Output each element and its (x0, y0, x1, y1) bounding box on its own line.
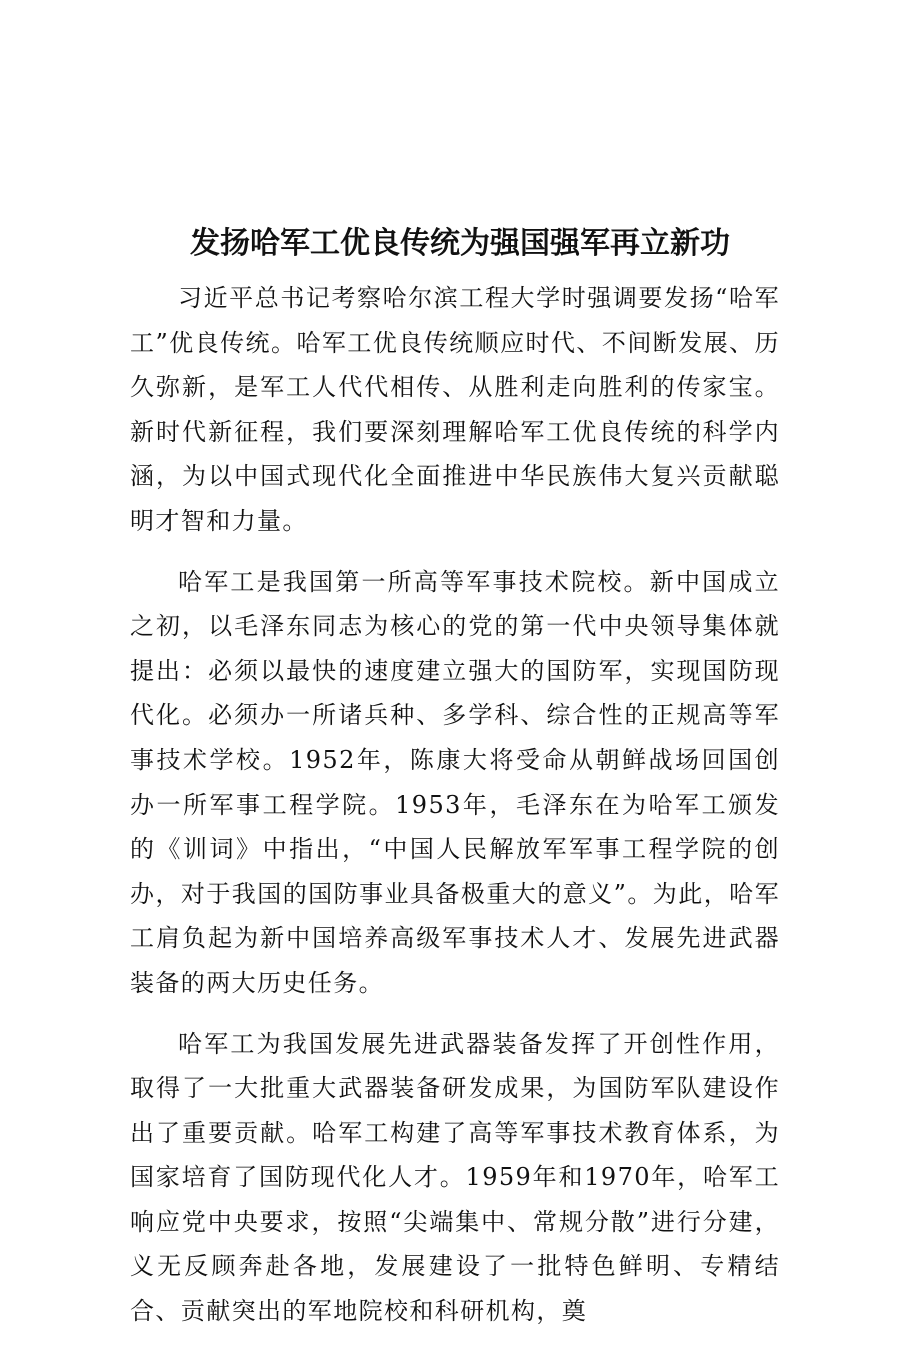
paragraph: 哈军工是我国第一所高等军事技术院校。新中国成立之初，以毛泽东同志为核心的党的第一代中央领导集体就提出：必须以最快的速度建立强大的国防军，实现国防现代化。必须办一所诸兵种、多学科、综合性的正规高等军事技术学校。1952年，陈康大将受命从朝鲜战场回国创办一所军事工程学院。1953年，毛泽东在为哈军工颁发的《训词》中指出，“中国人民解放军军事工程学院的创办，对于我国的国防事业具备极重大的意义”。为此，哈军工肩负起为新中国培养高级军事技术人才、发展先进武器装备的两大历史任务。 (130, 567, 780, 997)
paragraph: 哈军工为我国发展先进武器装备发挥了开创性作用，取得了一大批重大武器装备研发成果，为国防军队建设作出了重要贡献。哈军工构建了高等军事技术教育体系，为国家培育了国防现代化人才。1959年和1970年，哈军工响应党中央要求，按照“尖端集中、常规分散”进行分建，义无反顾奔赴各地，发展建设了一批特色鲜明、专精结合、贡献突出的军地院校和科研机构，奠 (130, 1029, 780, 1326)
article-body (130, 276, 780, 1350)
paragraph: 习近平总书记考察哈尔滨工程大学时强调要发扬“哈军工”优良传统。哈军工优良传统顺应时代、不间断发展、历久弥新，是军工人代代相传、从胜利走向胜利的传家宝。新时代新征程，我们要深刻理解哈军工优良传统的科学内涵，为以中国式现代化全面推进中华民族伟大复兴贡献聪明才智和力量。 (130, 284, 780, 535)
article-title: 发扬哈军工优良传统为强国强军再立新功 (190, 226, 730, 261)
